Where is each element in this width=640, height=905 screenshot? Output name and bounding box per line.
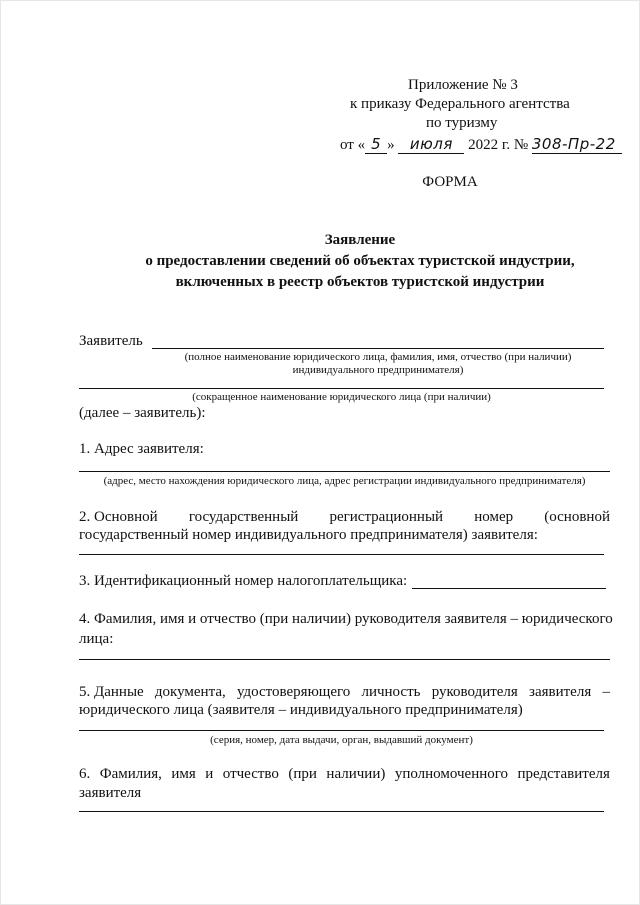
title-line-2: о предоставлении сведений об объектах туристской индустрии, — [145, 253, 575, 269]
item-5-line-1: 5. Данные документа, удостоверяющего личность руководителя заявителя – — [79, 684, 610, 700]
form-label: ФОРМА — [422, 174, 478, 190]
title-line-3: включенных в реестр объектов туристской индустрии — [175, 274, 545, 290]
appendix-date-line — [340, 135, 622, 154]
applicant-label: Заявитель — [79, 333, 143, 349]
item-6-line-1: 6. Фамилия, имя и отчество (при наличии) уполномоченного представителя — [79, 766, 610, 782]
date-quote-close: » — [387, 137, 395, 153]
document-title — [80, 230, 640, 293]
applicant-hint-1: (полное наименование юридического лица, фамилия, имя, отчество (при наличии) — [184, 351, 572, 363]
applicant-hint-3: (сокращенное наименование юридического лица (при наличии) — [192, 391, 491, 403]
identity-document-field[interactable] — [79, 730, 604, 731]
appendix-order-ref: к приказу Федерального агентства — [350, 96, 570, 112]
item-6-line-2: заявителя — [79, 785, 142, 801]
item-4-line-2: лица: — [79, 631, 114, 647]
appendix-number: Приложение № 3 — [408, 77, 518, 93]
applicant-hint-2: индивидуального предпринимателя) — [292, 364, 464, 376]
date-month-handwritten: июля — [398, 135, 464, 154]
inn-field[interactable] — [412, 588, 606, 589]
head-name-field[interactable] — [79, 659, 610, 660]
item-4-line-1: 4. Фамилия, имя и отчество (при наличии) руководителя заявителя – юридического — [79, 611, 613, 627]
title-line-1: Заявление — [324, 232, 396, 248]
address-field[interactable] — [79, 471, 610, 472]
applicant-full-name-field[interactable] — [152, 348, 604, 349]
item-5-line-2: юридического лица (заявителя – индивидуального предпринимателя) — [79, 702, 523, 718]
representative-name-field[interactable] — [79, 811, 604, 812]
order-number-handwritten: 308-Пр-22 — [532, 135, 622, 154]
date-day-handwritten: 5 — [365, 135, 387, 154]
item-5-hint: (серия, номер, дата выдачи, орган, выдавший документ) — [210, 734, 473, 746]
item-1-label: 1. Адрес заявителя: — [79, 441, 204, 457]
item-1-hint: (адрес, место нахождения юридического лица, адрес регистрации индивидуального предпринимателя) — [103, 475, 586, 487]
date-prefix: от « — [340, 137, 366, 153]
date-year: 2022 г. № — [468, 137, 529, 153]
ogrn-field[interactable] — [79, 554, 604, 555]
item-2-line-2: государственный номер индивидуального предпринимателя) заявителя: — [79, 527, 538, 543]
item-3-label: 3. Идентификационный номер налогоплательщика: — [79, 573, 408, 589]
item-2-line-1: 2. Основной государственный регистрационный номер (основной — [79, 509, 610, 525]
applicant-short-name-field[interactable] — [79, 388, 604, 389]
applicant-further: (далее – заявитель): — [79, 405, 206, 421]
appendix-agency: по туризму — [426, 115, 498, 131]
